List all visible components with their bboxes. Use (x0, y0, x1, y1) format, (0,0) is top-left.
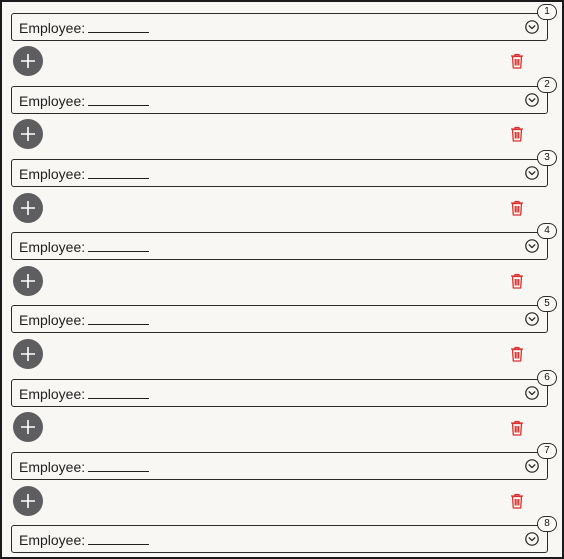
employee-dropdown[interactable] (11, 79, 550, 114)
employee-field (19, 239, 149, 254)
employee-dropdown[interactable] (11, 298, 550, 333)
trash-icon[interactable] (510, 200, 524, 216)
plus-icon (20, 346, 36, 362)
plus-icon (20, 200, 36, 216)
trash-icon[interactable] (510, 420, 524, 436)
chevron-down-circle-icon[interactable] (525, 93, 539, 107)
chevron-down-circle-icon[interactable] (525, 20, 539, 34)
entry-index-badge: 4 (537, 223, 557, 239)
plus-icon (20, 126, 36, 142)
entry-index-badge: 2 (537, 77, 557, 93)
chevron-down-circle-icon[interactable] (525, 532, 539, 546)
entry-index-badge: 8 (537, 516, 557, 532)
trash-icon[interactable] (510, 493, 524, 509)
entry-index-badge: 3 (537, 150, 557, 166)
employee-label: Employee: (19, 93, 86, 109)
add-entry-button[interactable] (13, 486, 43, 516)
chevron-down-circle-icon[interactable] (525, 312, 539, 326)
employee-label: Employee: (19, 532, 86, 548)
employee-label: Employee: (19, 312, 86, 328)
employee-field (19, 93, 149, 108)
employee-blank (88, 239, 149, 252)
chevron-down-circle-icon[interactable] (525, 386, 539, 400)
trash-icon[interactable] (510, 126, 524, 142)
employee-blank (88, 312, 149, 325)
employee-field (19, 532, 149, 547)
employee-dropdown[interactable] (11, 445, 550, 480)
employee-field (19, 459, 149, 474)
employee-field (19, 312, 149, 327)
trash-icon[interactable] (510, 273, 524, 289)
employee-dropdown[interactable] (11, 6, 550, 41)
add-entry-button[interactable] (13, 119, 43, 149)
employee-blank (88, 532, 149, 545)
plus-icon (20, 53, 36, 69)
trash-icon[interactable] (510, 53, 524, 69)
employee-blank (88, 459, 149, 472)
entry-index-badge: 1 (537, 4, 557, 20)
add-entry-button[interactable] (13, 412, 43, 442)
employee-field (19, 166, 149, 181)
employee-label: Employee: (19, 20, 86, 36)
employee-label: Employee: (19, 386, 86, 402)
employee-blank (88, 93, 149, 106)
add-entry-button[interactable] (13, 193, 43, 223)
chevron-down-circle-icon[interactable] (525, 239, 539, 253)
employee-blank (88, 386, 149, 399)
employee-dropdown[interactable] (11, 225, 550, 260)
employee-blank (88, 20, 149, 33)
employee-label: Employee: (19, 459, 86, 475)
trash-icon[interactable] (510, 346, 524, 362)
plus-icon (20, 273, 36, 289)
employee-field (19, 20, 149, 35)
plus-icon (20, 493, 36, 509)
employee-blank (88, 166, 149, 179)
entry-index-badge: 7 (537, 443, 557, 459)
plus-icon (20, 419, 36, 435)
employee-label: Employee: (19, 239, 86, 255)
entry-index-badge: 6 (537, 370, 557, 386)
chevron-down-circle-icon[interactable] (525, 459, 539, 473)
chevron-down-circle-icon[interactable] (525, 166, 539, 180)
employee-dropdown[interactable] (11, 372, 550, 407)
add-entry-button[interactable] (13, 266, 43, 296)
employee-dropdown[interactable] (11, 152, 550, 187)
employee-field (19, 386, 149, 401)
entry-index-badge: 5 (537, 296, 557, 312)
employee-dropdown[interactable] (11, 518, 550, 553)
add-entry-button[interactable] (13, 46, 43, 76)
employee-label: Employee: (19, 166, 86, 182)
add-entry-button[interactable] (13, 339, 43, 369)
